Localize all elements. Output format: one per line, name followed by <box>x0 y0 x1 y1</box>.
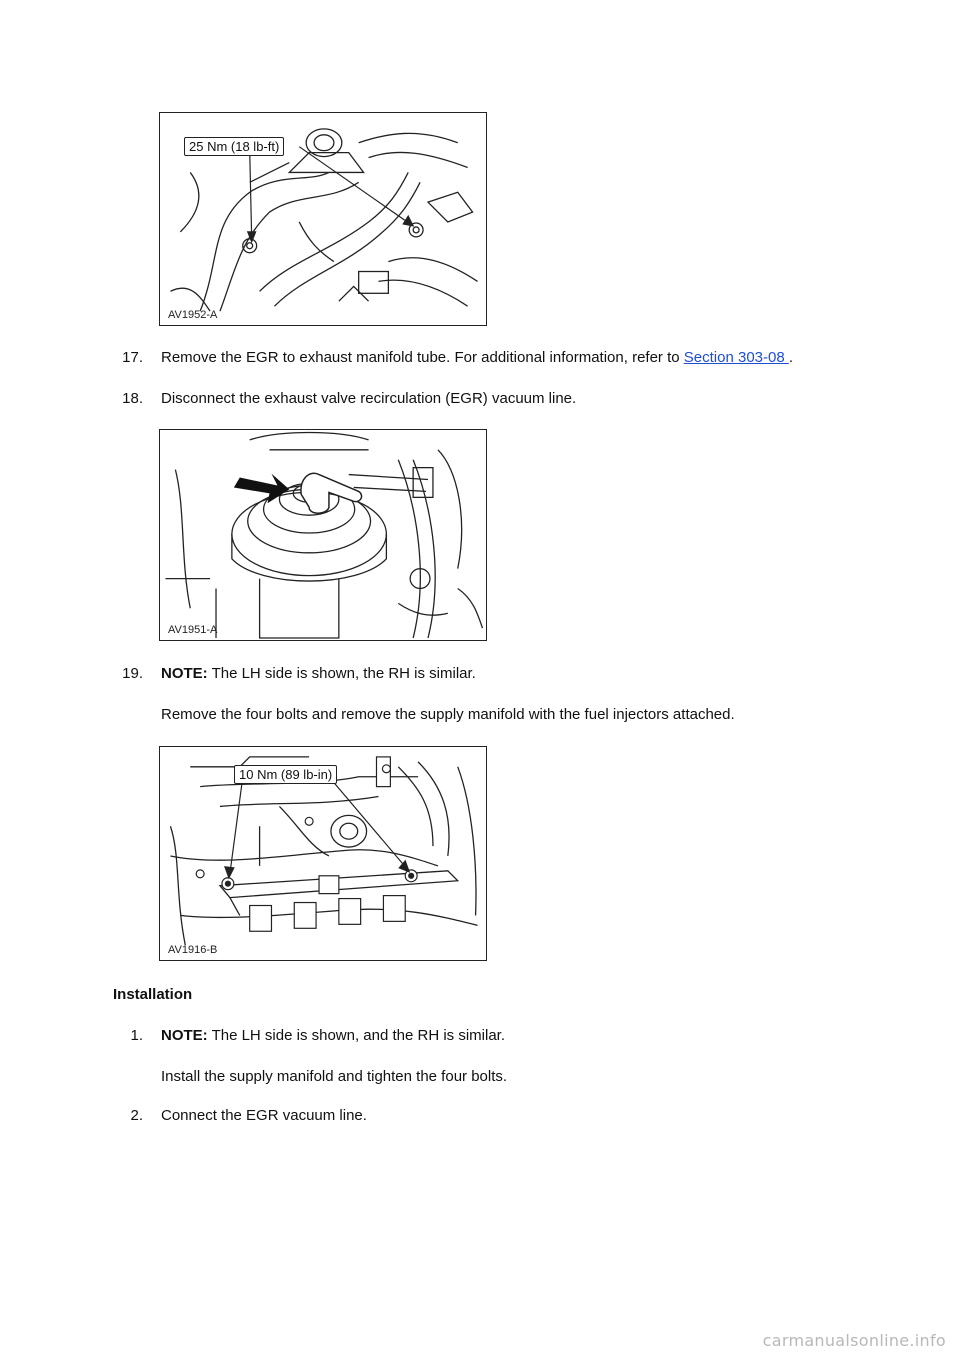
figure-id-label: AV1952-A <box>168 309 218 321</box>
step-number: 2. <box>130 1107 143 1124</box>
figure-egr-valve-drawing <box>160 430 486 640</box>
section-303-08-link[interactable]: Section 303-08 <box>683 349 789 366</box>
step-number: 19. <box>122 665 143 682</box>
step-number: 17. <box>122 349 143 366</box>
note-text: The LH side is shown, the RH is similar. <box>207 665 476 682</box>
figure-egr-valve <box>159 429 487 641</box>
installation-heading: Installation <box>113 986 193 1003</box>
step-note <box>161 665 476 682</box>
figure-egr-tube <box>159 112 487 326</box>
step-number: 1. <box>130 1027 143 1044</box>
figure-supply-manifold <box>159 746 487 961</box>
figure-id-label: AV1951-A <box>168 624 218 636</box>
note-text: The LH side is shown, and the RH is similar. <box>207 1027 506 1044</box>
torque-callout: 25 Nm (18 lb-ft) <box>184 137 284 156</box>
note-label: NOTE: <box>161 1027 208 1044</box>
figure-id-label: AV1916-B <box>168 944 218 956</box>
step-text: Install the supply manifold and tighten the four bolts. <box>161 1068 508 1085</box>
step-note <box>161 1027 505 1044</box>
step-text <box>161 349 793 366</box>
step-text-suffix: . <box>788 349 794 366</box>
step-text-body: Remove the EGR to exhaust manifold tube. For additional information, refer to <box>161 349 684 366</box>
watermark: carmanualsonline.info <box>762 1331 946 1350</box>
step-text: Connect the EGR vacuum line. <box>161 1107 367 1124</box>
note-label: NOTE: <box>161 665 208 682</box>
torque-callout: 10 Nm (89 lb-in) <box>234 765 337 784</box>
step-text: Disconnect the exhaust valve recirculation (EGR) vacuum line. <box>161 390 577 407</box>
step-text: Remove the four bolts and remove the supply manifold with the fuel injectors attached. <box>161 706 735 723</box>
step-number: 18. <box>122 390 143 407</box>
